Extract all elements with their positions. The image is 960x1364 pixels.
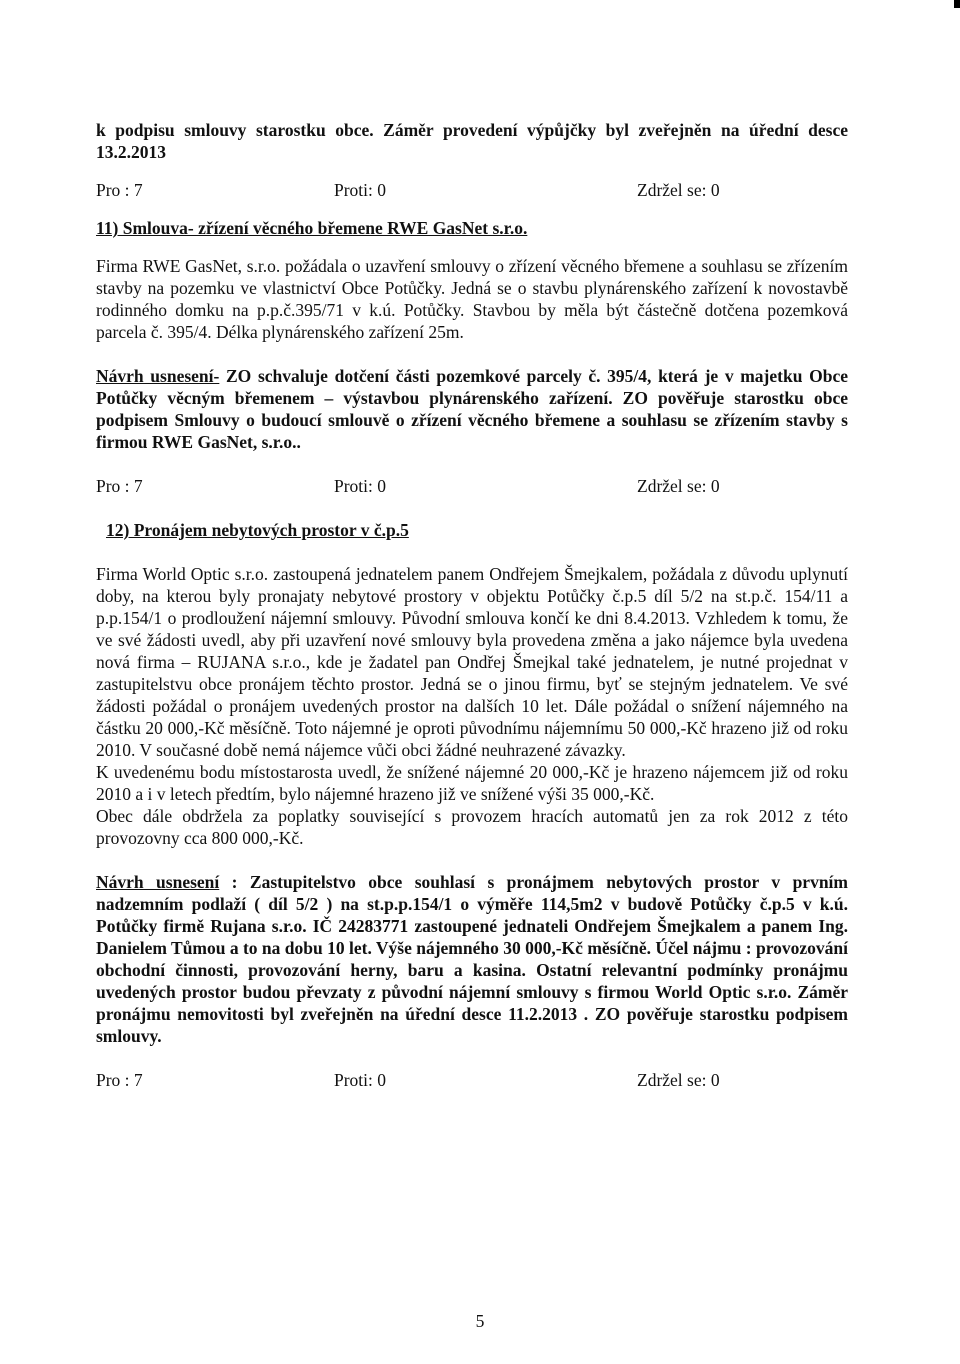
section-12-proposal — [96, 871, 848, 1047]
proposal-text: ZO schvaluje dotčení části pozemkové parcely č. 395/4, která je v majetku Obce Potůčky věcným břemenem – výstavbou plynárenského zařízení. ZO pověřuje starostku obce podpisem Smlouvy o budoucí smlouvě o zřízení věcného břemene a souhlasu se zřízením stavby s firmou RWE GasNet, s.r.o.. — [96, 366, 848, 452]
vote-result-3 — [96, 1069, 848, 1091]
vote-zdrzel: Zdržel se: 0 — [637, 1070, 720, 1090]
proposal-label: Návrh usnesení — [96, 872, 220, 892]
vote-proti: Proti: 0 — [334, 476, 387, 496]
scan-corner-mark — [954, 0, 960, 8]
vote-proti: Proti: 0 — [334, 180, 387, 200]
vote-pro: Pro : 7 — [96, 180, 143, 200]
document-page — [96, 119, 848, 1091]
proposal-text: : Zastupitelstvo obce souhlasí s pronájmem nebytových prostor v prvním nadzemním podlaží ( díl 5/2 ) na st.p.p.154/1 o výměře 114,5m2 v budově Potůčky č.p.5 v k.ú. Potůčky firmě Rujana s.r.o. IČ 24283771 zastoupené jednateli Ondřejem Šmejkalem a panem Ing. Danielem Tůmou a to na dobu 10 let. Výše nájemného 30 000,-Kč měsíčně. Účel nájmu : provozování obchodní činnosti, provozování herny, baru a kasina. Ostatní relevantní podmínky pronájmu uvedených prostor budou převzaty z původní nájemní smlouvy s firmou World Optic s.r.o. Záměr pronájmu nemovitosti byl zveřejněn na úřední desce 11.2.2013 . ZO pověřuje starostku podpisem smlouvy. — [96, 872, 849, 1046]
vote-pro: Pro : 7 — [96, 1070, 143, 1090]
vote-result-2 — [96, 475, 848, 497]
section-12-body-3: Obec dále obdržela za poplatky související s provozem hracích automatů jen za rok 2012 z této provozovny cca 800 000,-Kč. — [96, 806, 848, 848]
section-12-heading: 12) Pronájem nebytových prostor v č.p.5 — [106, 520, 409, 540]
section-12-body-2: K uvedenému bodu místostarosta uvedl, že snížené nájemné 20 000,-Kč je hrazeno nájemcem již od roku 2010 a i v letech předtím, bylo nájemné hrazeno již ve snížené výši 35 000,-Kč. — [96, 762, 848, 804]
vote-zdrzel: Zdržel se: 0 — [637, 180, 720, 200]
section-12-body-1: Firma World Optic s.r.o. zastoupená jednatelem panem Ondřejem Šmejkalem, požádala z důvodu uplynutí doby, na kterou byly pronajaty nebytové prostory v objektu Potůčky č.p.5 díl 5/2 na st.p.č. 154/11 a p.p.154/1 o prodloužení nájemní smlouvy. Původní smlouva končí ke dni 8.4.2013. Vzhledem k tomu, že ve své žádosti uvedl, aby při uzavření nové smlouvy byla provedena změna a jako nájemce byla uvedena nová firma – RUJANA s.r.o., kde je žadatel pan Ondřej Šmejkal také jednatelem, je nutné projednat v zastupitelstvu obce pronájem těchto prostor. Jedná se o jinou firmu, byť se stejným jednatelem. Ve své žádosti požádal o pronájem uvedených prostor na dalších 10 let. Dále požádal o snížení nájemného na částku 20 000,-Kč měsíčně. Toto nájemné je oproti původnímu nájemnímu 50 000,-Kč hrazeno již od roku 2010. V současné době nemá nájemce vůči obci žádné neuhrazené závazky. — [96, 564, 848, 760]
page-number: 5 — [475, 1311, 485, 1331]
vote-proti: Proti: 0 — [334, 1070, 387, 1090]
vote-zdrzel: Zdržel se: 0 — [637, 476, 720, 496]
intro-paragraph: k podpisu smlouvy starostku obce. Záměr provedení výpůjčky byl zveřejněn na úřední desce 13.2.2013 — [96, 120, 848, 162]
vote-result-1 — [96, 179, 848, 201]
section-11-heading: 11) Smlouva- zřízení věcného břemene RWE GasNet s.r.o. — [96, 218, 528, 238]
vote-pro: Pro : 7 — [96, 476, 143, 496]
section-11-body: Firma RWE GasNet, s.r.o. požádala o uzavření smlouvy o zřízení věcného břemene a souhlasu se zřízením stavby na pozemku ve vlastnictví Obce Potůčky. Jedná se o stavbu plynárenského zařízení k novostavbě rodinného domku na p.p.č.395/71 v k.ú. Potůčky. Stavbou by měla být částečně dotčena pozemková parcela č. 395/4. Délka plynárenského zařízení 25m. — [96, 256, 848, 342]
section-11-proposal — [96, 365, 848, 453]
proposal-label: Návrh usnesení- — [96, 366, 220, 386]
